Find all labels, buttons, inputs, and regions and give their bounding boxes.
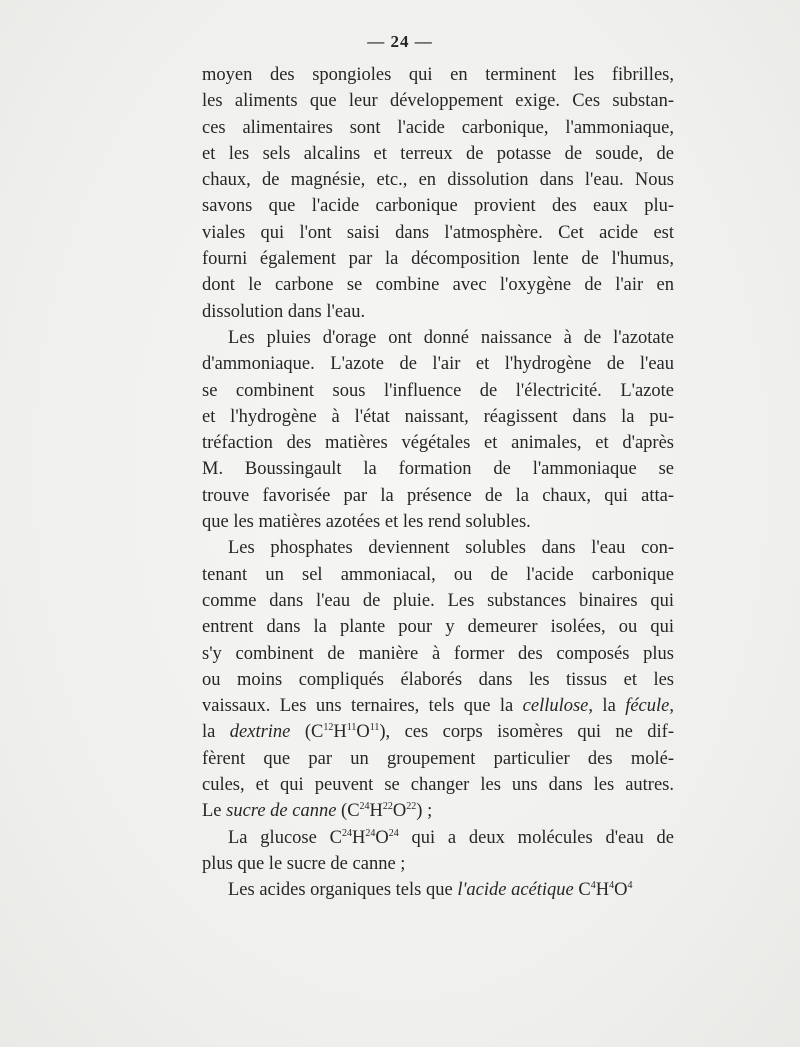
text-line: et les sels alcalins et terreux de potasse de soude, de	[202, 143, 674, 164]
text-run: H	[595, 880, 610, 901]
text-line: que les matières azotées et les rend solubles.	[202, 512, 531, 533]
text-line: d'ammoniaque. L'azote de l'air et l'hydrogène de l'eau	[202, 354, 674, 375]
text-line: trouve favorisée par la présence de la chaux, qui atta-	[202, 485, 674, 506]
text-run: , la	[588, 696, 626, 717]
formula-subscript: 4	[609, 880, 615, 892]
formula-subscript: 4	[627, 880, 633, 892]
text-line: chaux, de magnésie, etc., en dissolution dans l'eau. Nous	[202, 170, 674, 191]
text-run: la	[202, 722, 230, 743]
text-run: qui a deux molécules d'eau de	[398, 827, 674, 848]
formula-subscript: 24	[359, 801, 370, 813]
text-line: entrent dans la plante pour y demeurer isolées, ou qui	[202, 617, 674, 638]
text-run: (C	[336, 801, 360, 822]
formula	[336, 801, 416, 821]
page-number: — 24 —	[367, 32, 433, 51]
formula-subscript: 22	[382, 801, 393, 813]
italic-term: dextrine	[229, 722, 291, 743]
body-text	[202, 62, 674, 904]
text-run: ), ces corps isomères qui ne dif-	[379, 722, 674, 743]
formula	[290, 722, 379, 742]
italic-term: fécule	[625, 696, 670, 717]
text-line: les aliments que leur développement exige. Ces substan-	[202, 91, 674, 112]
text-line: Les pluies d'orage ont donné naissance à de l'azotate	[228, 327, 674, 348]
text-run: La glucose C	[228, 827, 342, 848]
text-line: ces alimentaires sont l'acide carbonique, l'ammoniaque,	[202, 117, 674, 138]
formula-subscript: 11	[369, 722, 380, 734]
text-line: s'y combinent de manière à former des composés plus	[202, 643, 674, 664]
text-run: (C	[290, 722, 324, 743]
formula-subscript: 11	[346, 722, 357, 734]
text-line: M. Boussingault la formation de l'ammoniaque se	[202, 459, 674, 480]
text-line: tenant un sel ammoniacal, ou de l'acide carbonique	[202, 564, 674, 585]
text-run: Le	[202, 801, 227, 822]
text-run: O	[614, 880, 628, 901]
text-run: O	[392, 801, 407, 822]
text-line: Les phosphates deviennent solubles dans l'eau con-	[228, 538, 674, 559]
text-run: H	[369, 801, 383, 822]
text-run: ) ;	[416, 801, 433, 822]
text-run: H	[333, 722, 347, 743]
italic-term: l'acide acétique	[457, 880, 574, 901]
italic-term: cellulose	[522, 696, 589, 717]
text-line: ou moins compliqués élaborés dans les tissus et les	[202, 669, 674, 690]
text-run: ,	[669, 696, 674, 717]
text-line: tréfaction des matières végétales et animales, et d'après	[202, 433, 674, 454]
formula-subscript: 24	[365, 827, 376, 839]
text-run: O	[356, 722, 370, 743]
text-line	[202, 877, 674, 903]
text-line: comme dans l'eau de pluie. Les substances binaires qui	[202, 590, 674, 611]
formula-subscript: 24	[388, 827, 399, 839]
text-run: O	[375, 827, 389, 848]
text-line: moyen des spongioles qui en terminent les fibrilles,	[202, 65, 674, 85]
text-line	[202, 693, 674, 719]
formula-subscript: 24	[341, 827, 352, 839]
text-line: se combinent sous l'influence de l'électricité. L'azote	[202, 380, 674, 401]
text-line: fourni également par la décomposition lente de l'humus,	[202, 249, 674, 270]
text-line	[202, 825, 674, 851]
italic-term: sucre de canne	[226, 801, 337, 822]
text-line	[202, 719, 674, 745]
text-line: fèrent que par un groupement particulier des molé-	[202, 748, 674, 769]
formula-subscript: 12	[323, 722, 334, 734]
text-line: viales qui l'ont saisi dans l'atmosphère. Cet acide est	[202, 222, 674, 243]
text-line: plus que le sucre de canne ;	[202, 853, 406, 874]
text-run: Les acides organiques tels que	[228, 880, 458, 901]
text-line	[202, 798, 674, 824]
text-line: dissolution dans l'eau.	[202, 301, 366, 322]
formula-subscript: 22	[406, 801, 417, 813]
text-line: cules, et qui peuvent se changer les uns dans les autres.	[202, 775, 674, 796]
text-line: dont le carbone se combine avec l'oxygène de l'air en	[202, 275, 674, 296]
text-run: C	[573, 880, 591, 901]
text-line: et l'hydrogène à l'état naissant, réagissent dans la pu-	[202, 406, 674, 427]
text-run: vaissaux. Les uns ternaires, tels que la	[202, 696, 523, 717]
formula-subscript: 4	[590, 880, 596, 892]
text-run: H	[351, 827, 366, 848]
text-line: savons que l'acide carbonique provient des eaux plu-	[202, 196, 674, 217]
